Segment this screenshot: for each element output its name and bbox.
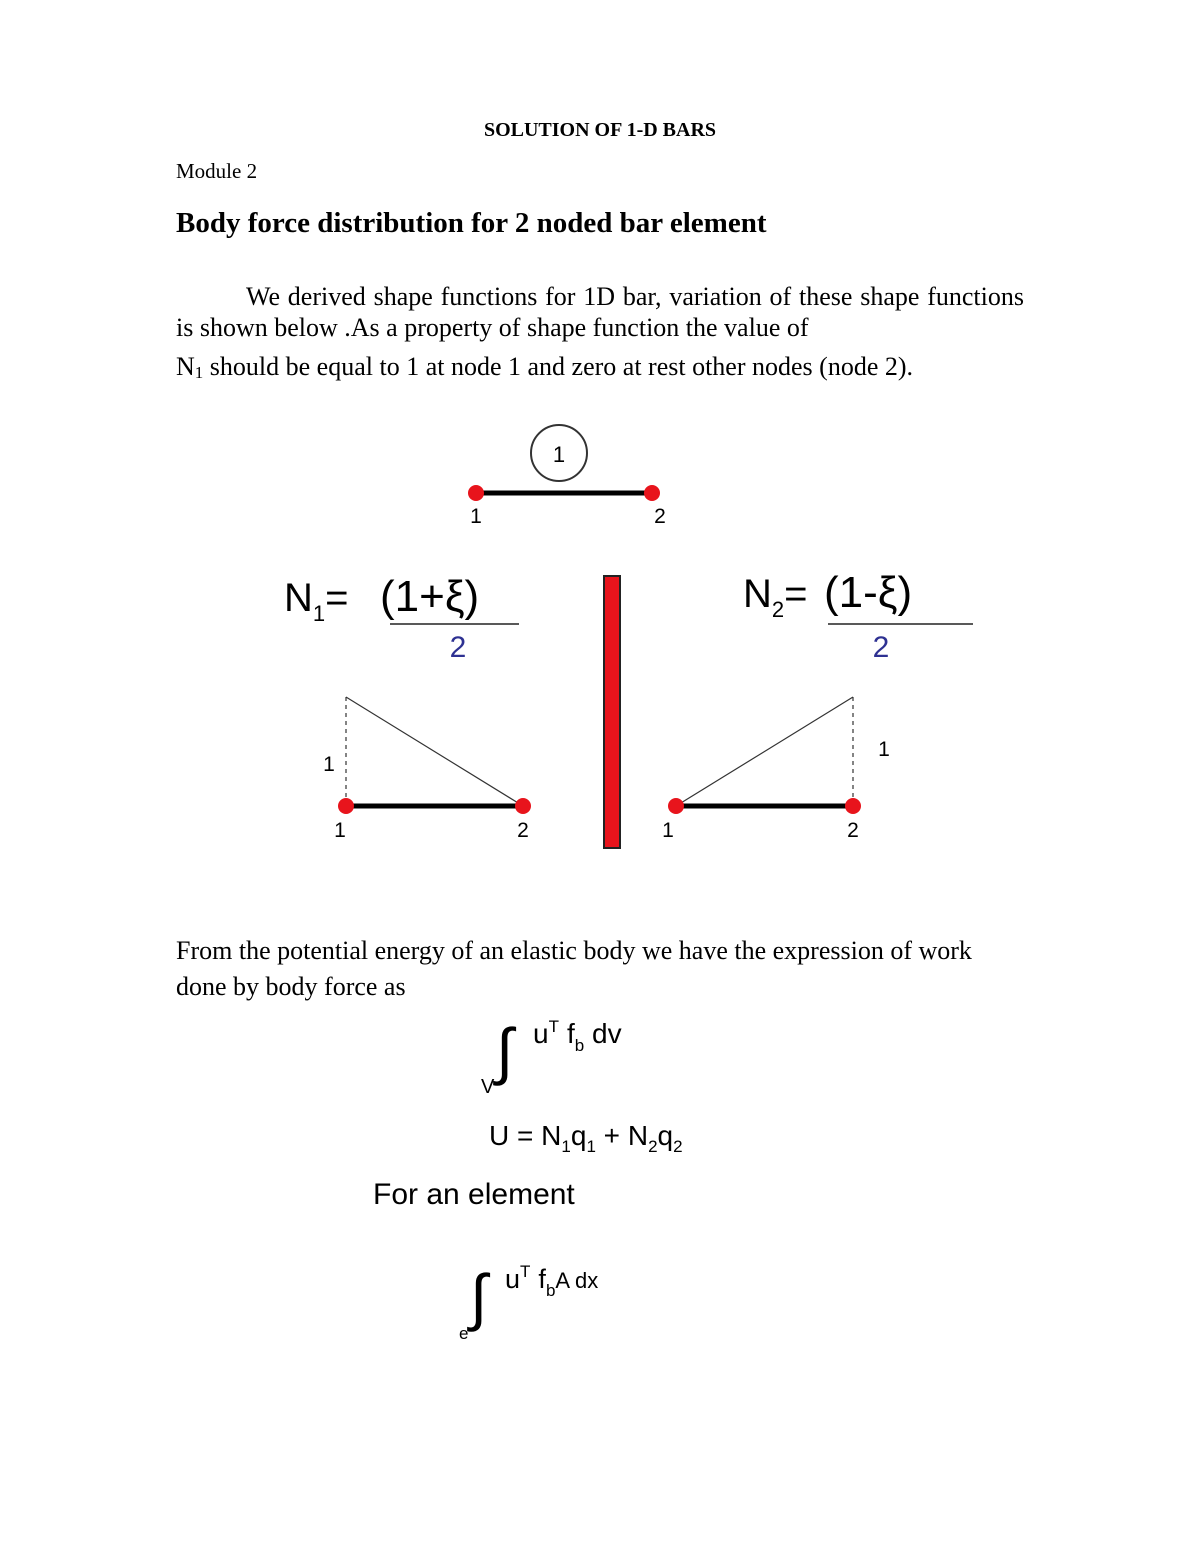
n1-node-1-label: 1 [334, 819, 346, 842]
energy-paragraph: From the potential energy of an elastic body we have the expression of work done by body force as [176, 936, 972, 1001]
n1-unit-height-label: 1 [323, 753, 335, 776]
n1-lhs: $N_1=$ [284, 576, 349, 626]
document-title: SOLUTION OF 1-D BARS [483, 119, 717, 141]
integral-symbol-e: ∫ [470, 1263, 487, 1332]
node-1-label: 1 [470, 505, 482, 528]
n1-node-2-dot [515, 798, 531, 814]
n-subscript: 1 [194, 363, 204, 382]
n2-node-2-dot [845, 798, 861, 814]
section-heading: Body force distribution for 2 noded bar element [176, 207, 767, 239]
for-element-label: For an element [373, 1178, 575, 1211]
module-label: Module 2 [176, 159, 258, 183]
node-2-dot [644, 485, 660, 501]
displacement-equation: $U = N_1q_1 + N_2q_2$ [489, 1120, 683, 1156]
n2-node-2-label: 2 [847, 819, 859, 842]
node-1-dot [468, 485, 484, 501]
n2-numerator: (1-ξ) [824, 568, 913, 617]
integral-limit-e: e [459, 1324, 469, 1343]
n2-unit-height-label: 1 [878, 738, 890, 761]
n2-node-1-label: 1 [662, 819, 674, 842]
element-number: 1 [552, 442, 566, 467]
integral-limit-v: V [481, 1076, 495, 1098]
n2-shape-line [676, 697, 853, 806]
work-integral-element: $u^T$ $f_b^{A dx}$ [505, 1262, 599, 1300]
intro-paragraph-text: We derived shape functions for 1D bar, variation of these shape functions is shown below .As a property of shape function the value of [176, 282, 1024, 342]
n1-node-2-label: 2 [517, 819, 529, 842]
n2-node-1-dot [668, 798, 684, 814]
n1-denominator: 2 [449, 631, 467, 664]
n2-lhs: $N_2=$ [743, 572, 808, 622]
n2-denominator: 2 [872, 631, 890, 664]
work-integral-volume: $u^T$ $f_b$ dv [533, 1017, 622, 1055]
n1-numerator: (1+ξ) [380, 572, 480, 621]
intro-paragraph-rest: should be equal to 1 at node 1 and zero at rest other nodes (node 2). [203, 352, 914, 381]
node-2-label: 2 [654, 505, 666, 528]
n1-shape-line [346, 697, 523, 806]
integral-symbol-v: ∫ [496, 1017, 513, 1086]
divider-bar [604, 576, 620, 848]
n-symbol: N [176, 352, 195, 381]
n1-node-1-dot [338, 798, 354, 814]
